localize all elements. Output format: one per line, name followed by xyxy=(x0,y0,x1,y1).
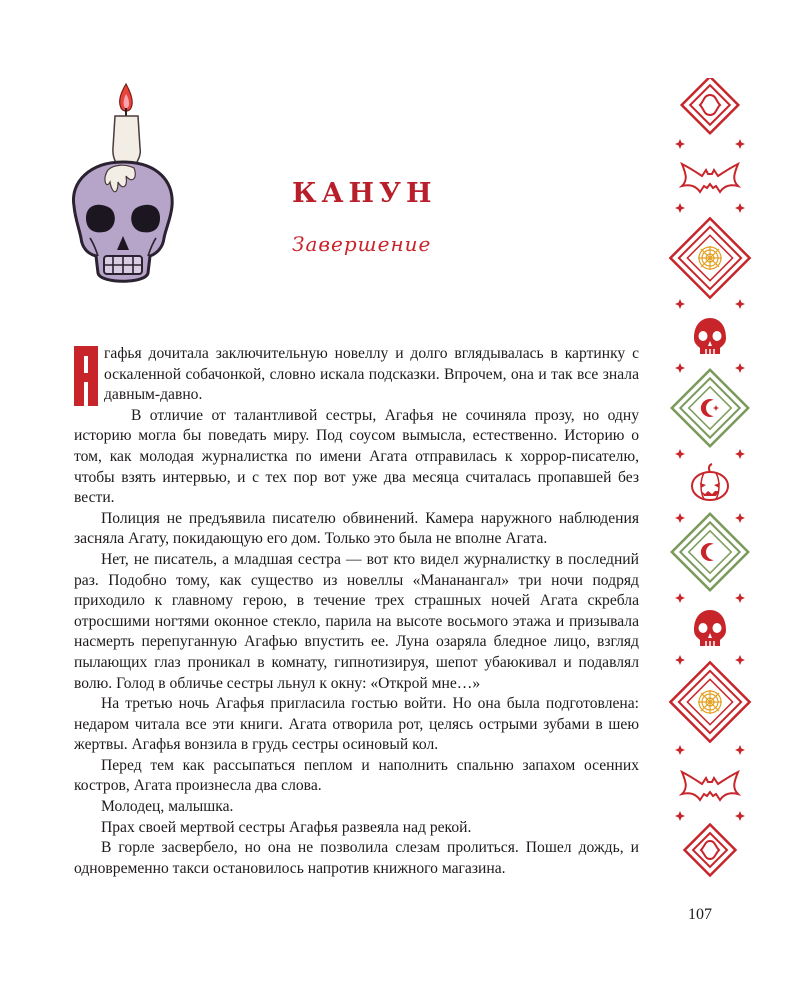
chapter-title: КАНУН xyxy=(292,178,437,209)
body-text xyxy=(74,344,639,879)
paragraph: А гафья дочитала заключительную новеллу и долго вглядывалась в картинку с оскаленной собачонкой, словно искала подсказки. Впрочем, она и так все знала давным-давно. xyxy=(74,344,639,406)
paragraph: Полиция не предъявила писателю обвинений. Камера наружного наблюдения засняла Агату, покидающую его дом. Только это была не вполне Агата. xyxy=(74,509,639,548)
skull-icon xyxy=(694,318,726,354)
skull-candle-illustration xyxy=(68,78,178,293)
paragraph: Молодец, малышка. xyxy=(101,798,234,816)
ornament-column xyxy=(662,78,758,878)
diamond-moon-icon xyxy=(672,370,748,446)
diamond-moon-icon xyxy=(672,514,748,590)
drop-cap-glyph xyxy=(74,346,98,406)
diamond-quatrefoil-icon xyxy=(685,825,736,876)
paragraph: В горле засвербело, но она не позволила слезам пролиться. Пошел дождь, и одновременно такси остановилось напротив книжного магазина. xyxy=(74,839,639,877)
paragraph: В отличие от талантливой сестры, Агафья не сочиняла прозу, но одну историю могла бы поведать миру. Под соусом вымысла, естественно. Историю о том, как молодая журналистка по имени Агата отправилась к хоррор-писателю, чтобы взять интервью, и с тех пор вот уже два месяца считалась пропавшей без вести. xyxy=(74,406,639,507)
diamond-quatrefoil-icon xyxy=(682,78,739,133)
diamond-web-icon xyxy=(670,662,749,741)
chapter-subtitle: Завершение xyxy=(292,232,432,256)
svg-text:А: А xyxy=(86,404,87,405)
paragraph: Прах своей мертвой сестры Агафья развеяла над рекой. xyxy=(101,818,472,836)
page-number: 107 xyxy=(688,906,712,923)
drop-cap xyxy=(74,346,98,406)
paragraph: Перед тем как рассыпаться пеплом и наполнить спальню запахом осенних костров, Агата произнесла два слова. xyxy=(74,756,639,795)
paragraph: На третью ночь Агафья пригласила гостью войти. Но она была подготовлена: недаром читала все эти книги. Агата отворила рот, целясь острыми зубами в шею жертвы. Агафья вонзила в грудь сестры осиновый кол. xyxy=(74,695,639,754)
diamond-web-icon xyxy=(670,218,749,297)
skull-icon xyxy=(694,610,726,646)
bat-icon xyxy=(682,164,738,192)
pumpkin-icon xyxy=(692,464,728,500)
bat-icon xyxy=(682,772,738,800)
paragraph: Нет, не писатель, а младшая сестра — вот кто видел журналистку в последний раз. Подобно тому, как существо из новеллы «Мананангал» три ночи подряд приходило к главному герою, в течение трех страшных ночей Агата скребла отросшими ногтями оконное стекло, парила на высоте восьмого этажа и призывала насмерть перепуганную Агафью впустить ее. Луна озаряла бледное лицо, взгляд пылающих глаз проникал в комнату, гипнотизируя, шепот убаюкивал и подавлял волю. Голод в обличье сестры льнул к окну: «Открой мне…» xyxy=(74,550,639,692)
